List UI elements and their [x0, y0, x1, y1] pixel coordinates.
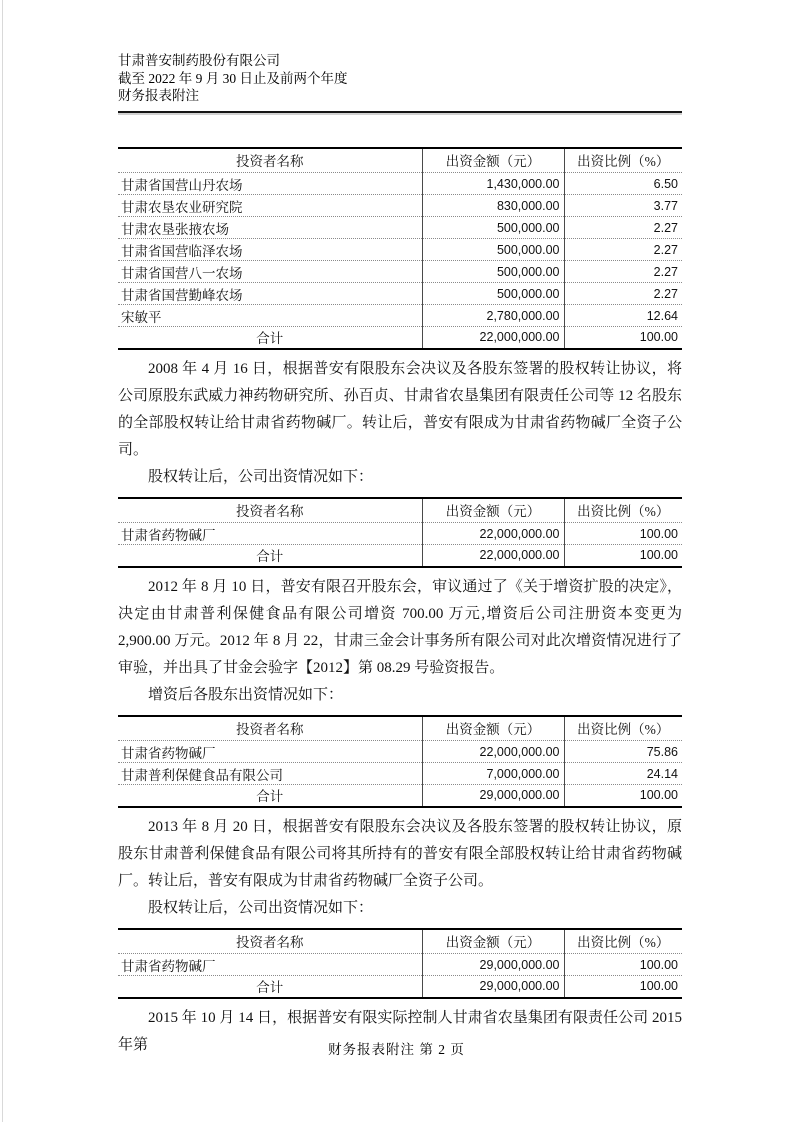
- ratio-value: 6.50: [564, 173, 682, 195]
- paragraph-2015: 2015 年 10 月 14 日，根据普安有限实际控制人甘肃省农垦集团有限责任公司 2015 年第: [118, 1009, 682, 1053]
- col-amount: 出资金额（元）: [422, 716, 564, 741]
- paragraph-sub-3: 股权转让后，公司出资情况如下：: [148, 899, 374, 916]
- header-rule: [118, 111, 682, 113]
- ownership-table-4: [118, 928, 682, 999]
- paragraph-sub-2: 增资后各股东出资情况如下：: [148, 686, 344, 703]
- total-ratio: 100.00: [564, 785, 682, 807]
- table-header-row: [118, 716, 682, 741]
- col-amount: 出资金额（元）: [422, 148, 564, 173]
- amount-value: 500,000.00: [422, 283, 564, 305]
- table-row: [118, 195, 682, 217]
- table-row: [118, 763, 682, 785]
- ratio-value: 2.27: [564, 283, 682, 305]
- amount-value: 500,000.00: [422, 261, 564, 283]
- total-amount: 29,000,000.00: [422, 785, 564, 807]
- investor-name: 甘肃农垦张掖农场: [118, 217, 422, 239]
- total-ratio: 100.00: [564, 545, 682, 567]
- amount-value: 22,000,000.00: [422, 741, 564, 763]
- amount-value: 2,780,000.00: [422, 305, 564, 327]
- ratio-value: 100.00: [564, 523, 682, 545]
- ratio-value: 100.00: [564, 954, 682, 976]
- amount-value: 7,000,000.00: [422, 763, 564, 785]
- paragraph-2012-capital-increase: 2012 年 8 月 10 日，普安有限召开股东会，审议通过了《关于增资扩股的决定》，决定由甘肃普利保健食品有限公司增资 700.00 万元,增资后公司注册资本变更为 2,900.00 万元。2012 年 8 月 22，甘肃三金会计事务所有限公司对此次增资情况进行了审验，并出具了甘金会验字【2012】第 08.29 号验资报告。: [118, 578, 682, 676]
- total-label: 合计: [118, 327, 422, 349]
- document-title: 财务报表附注: [118, 88, 199, 103]
- table-row: [118, 239, 682, 261]
- col-investor-name: 投资者名称: [118, 498, 422, 523]
- col-investor-name: 投资者名称: [118, 716, 422, 741]
- total-row: [118, 327, 682, 349]
- investor-name: 甘肃省药物碱厂: [118, 741, 422, 763]
- total-amount: 22,000,000.00: [422, 327, 564, 349]
- total-amount: 29,000,000.00: [422, 976, 564, 998]
- col-ratio: 出资比例（%）: [564, 716, 682, 741]
- amount-value: 22,000,000.00: [422, 523, 564, 545]
- ownership-table-1: [118, 147, 682, 350]
- table-header-row: [118, 498, 682, 523]
- investor-name: 甘肃省药物碱厂: [118, 523, 422, 545]
- total-row: [118, 976, 682, 998]
- document-header: [118, 52, 682, 105]
- ratio-value: 2.27: [564, 261, 682, 283]
- ratio-value: 24.14: [564, 763, 682, 785]
- paragraph-2013-transfer: 2013 年 8 月 20 日，根据普安有限股东会决议及各股东签署的股权转让协议，原股东甘肃普利保健食品有限公司将其所持有的普安有限全部股权转让给甘肃省药物碱厂。转让后，普安有限成为甘肃省药物碱厂全资子公司。: [118, 818, 682, 889]
- col-investor-name: 投资者名称: [118, 148, 422, 173]
- col-ratio: 出资比例（%）: [564, 929, 682, 954]
- table-row: [118, 523, 682, 545]
- ownership-table-2: [118, 497, 682, 568]
- ratio-value: 2.27: [564, 217, 682, 239]
- ratio-value: 2.27: [564, 239, 682, 261]
- investor-name: 宋敏平: [118, 305, 422, 327]
- col-ratio: 出资比例（%）: [564, 498, 682, 523]
- col-amount: 出资金额（元）: [422, 498, 564, 523]
- table-row: [118, 741, 682, 763]
- table-row: [118, 173, 682, 195]
- col-investor-name: 投资者名称: [118, 929, 422, 954]
- scan-edge-artifact: [2, 0, 3, 1122]
- investor-name: 甘肃普利保健食品有限公司: [118, 763, 422, 785]
- investor-name: 甘肃省国营山丹农场: [118, 173, 422, 195]
- investor-name: 甘肃省国营勤峰农场: [118, 283, 422, 305]
- company-name: 甘肃普安制药股份有限公司: [118, 53, 280, 68]
- investor-name: 甘肃省国营八一农场: [118, 261, 422, 283]
- total-ratio: 100.00: [564, 976, 682, 998]
- table-row: [118, 261, 682, 283]
- total-label: 合计: [118, 976, 422, 998]
- amount-value: 1,430,000.00: [422, 173, 564, 195]
- investor-name: 甘肃农垦农业研究院: [118, 195, 422, 217]
- total-row: [118, 545, 682, 567]
- ratio-value: 75.86: [564, 741, 682, 763]
- paragraph-2008-transfer: 2008 年 4 月 16 日，根据普安有限股东会决议及各股东签署的股权转让协议，将公司原股东武威力神药物研究所、孙百贞、甘肃省农垦集团有限责任公司等 12 名股东的全部股权转让给甘肃省药物碱厂。转让后，普安有限成为甘肃省药物碱厂全资子公司。: [118, 360, 682, 458]
- table-row: [118, 305, 682, 327]
- paragraph-sub-1: 股权转让后，公司出资情况如下：: [148, 468, 374, 485]
- total-row: [118, 785, 682, 807]
- amount-value: 29,000,000.00: [422, 954, 564, 976]
- page-content: [118, 52, 682, 1059]
- amount-value: 500,000.00: [422, 217, 564, 239]
- ratio-value: 12.64: [564, 305, 682, 327]
- investor-name: 甘肃省药物碱厂: [118, 954, 422, 976]
- investor-name: 甘肃省国营临泽农场: [118, 239, 422, 261]
- amount-value: 830,000.00: [422, 195, 564, 217]
- total-amount: 22,000,000.00: [422, 545, 564, 567]
- table-row: [118, 217, 682, 239]
- ownership-table-3: [118, 715, 682, 808]
- table-header-row: [118, 929, 682, 954]
- total-label: 合计: [118, 785, 422, 807]
- ratio-value: 3.77: [564, 195, 682, 217]
- table-row: [118, 954, 682, 976]
- table-row: [118, 283, 682, 305]
- col-ratio: 出资比例（%）: [564, 148, 682, 173]
- amount-value: 500,000.00: [422, 239, 564, 261]
- table-header-row: [118, 148, 682, 173]
- col-amount: 出资金额（元）: [422, 929, 564, 954]
- total-ratio: 100.00: [564, 327, 682, 349]
- total-label: 合计: [118, 545, 422, 567]
- report-period: 截至 2022 年 9 月 30 日止及前两个年度: [118, 70, 348, 86]
- page-footer: 财务报表附注 第 2 页: [328, 1042, 465, 1057]
